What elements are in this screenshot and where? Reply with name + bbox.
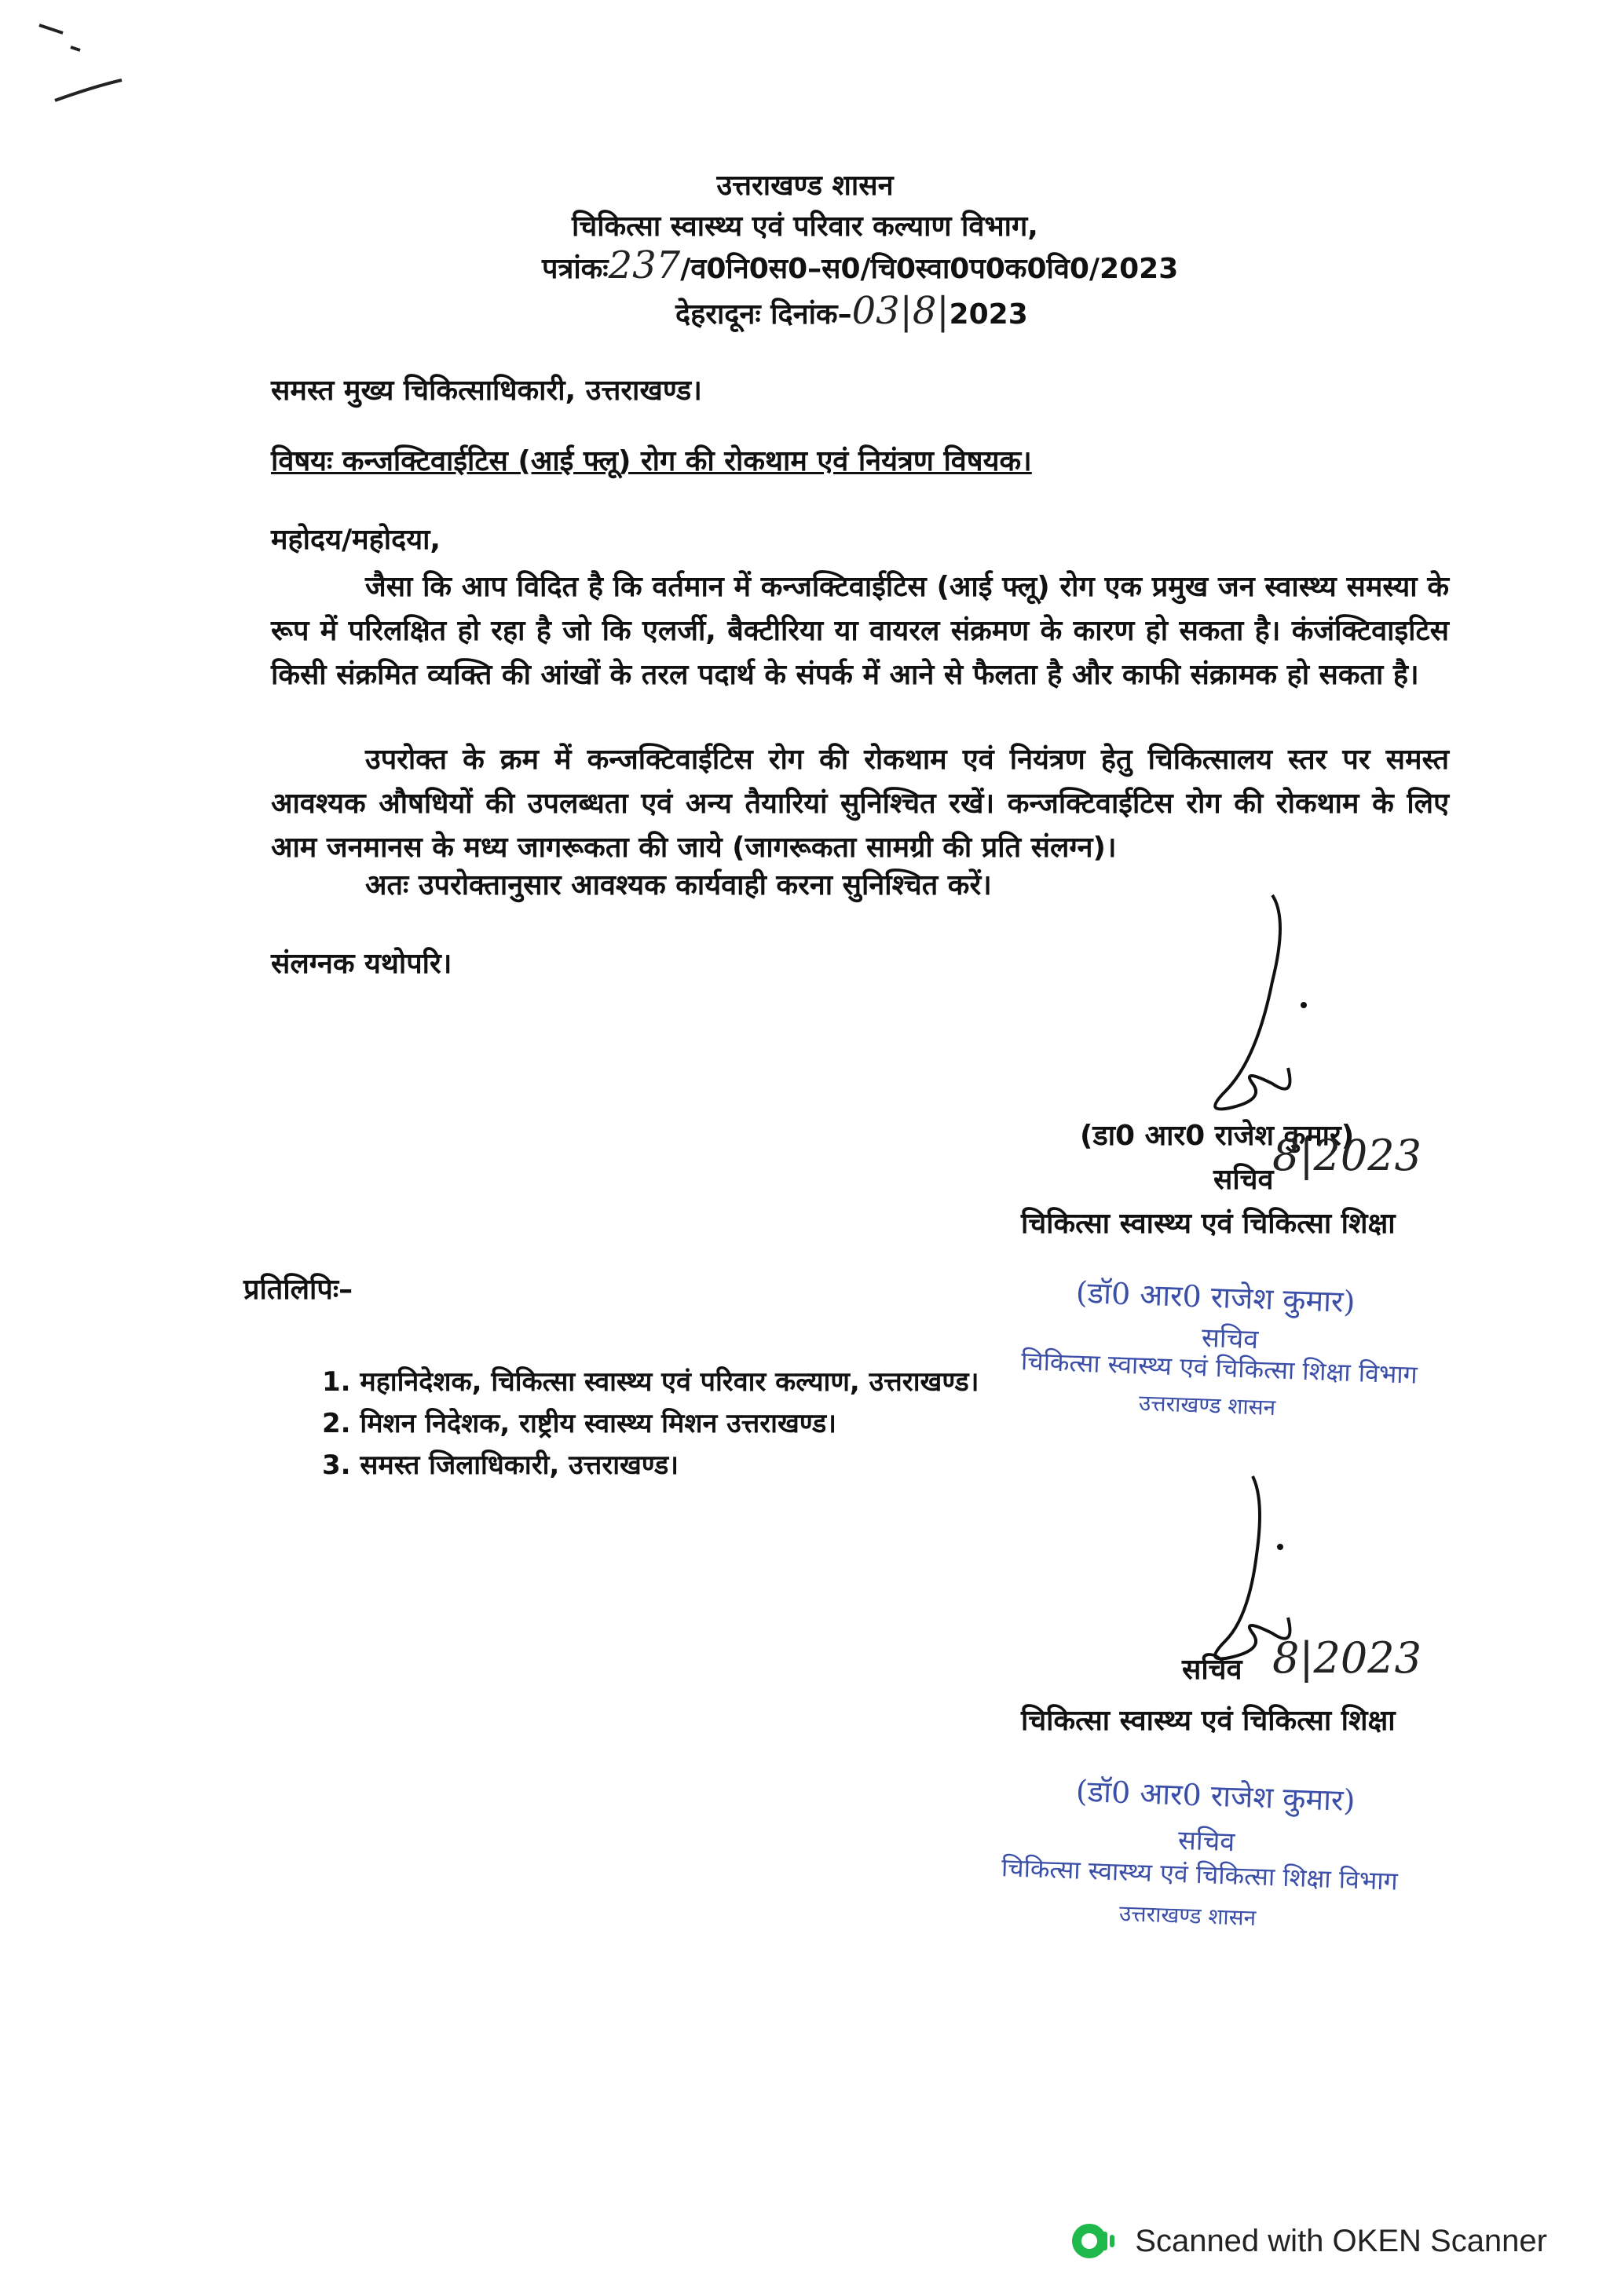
government-heading: उत्तराखण्ड शासन <box>716 170 894 202</box>
reference-number-handwritten: 237 <box>608 243 681 287</box>
stamp-2-name: (डॉ0 आर0 राजेश कुमार) <box>1075 1773 1356 1819</box>
department-heading: चिकित्सा स्वास्थ्य एवं परिवार कल्याण विभाग, <box>572 210 1038 243</box>
signature-1-handwritten-date: 8|2023 <box>1272 1131 1422 1180</box>
signature-1-scribble <box>1178 887 1335 1123</box>
date-year: 2023 <box>949 298 1028 331</box>
salutation: महोदय/महोदया, <box>271 524 441 556</box>
reference-line <box>542 243 1178 287</box>
reference-suffix: /व0नि0स0–स0/चि0स्वा0प0क0वि0/2023 <box>680 253 1179 285</box>
signature-2-handwritten-date: 8|2023 <box>1272 1633 1422 1683</box>
signature-1-department: चिकित्सा स्वास्थ्य एवं चिकित्सा शिक्षा <box>1021 1208 1396 1240</box>
copy-list-item: 2. मिशन निदेशक, राष्ट्रीय स्वास्थ्य मिशन उत्तराखण्ड। <box>322 1408 837 1439</box>
stamp-2-government: उत्तराखण्ड शासन <box>1118 1899 1257 1932</box>
paragraph-3: अतः उपरोक्तानुसार आवश्यक कार्यवाही करना सुनिश्चित करें। <box>365 869 992 901</box>
date-label: देहरादूनः दिनांक– <box>675 298 852 331</box>
stamp-1-designation: सचिव <box>1201 1322 1259 1356</box>
date-handwritten: 03|8| <box>851 289 950 333</box>
corner-pen-mark <box>31 16 141 110</box>
copy-list-item: 1. महानिदेशक, चिकित्सा स्वास्थ्य एवं परिवार कल्याण, उत्तराखण्ड। <box>322 1366 979 1398</box>
stamp-1-government: उत्तराखण्ड शासन <box>1138 1389 1276 1421</box>
signature-1-name: (डा0 आर0 राजेश कुमार) <box>1080 1120 1355 1152</box>
subject-line: विषयः कन्जक्टिवाईटिस (आई फ्लू) रोग की रोकथाम एवं नियंत्रण विषयक। <box>271 445 1032 477</box>
paragraph-2: उपरोक्त के क्रम में कन्जक्टिवाईटिस रोग की रोकथाम एवं नियंत्रण हेतु चिकित्सालय स्तर पर समस्त आवश्यक औषधियों की उपलब्धता एवं अन्य तैयारियां सुनिश्चित रखें। कन्जक्टिवाईटिस रोग की रोकथाम के लिए आम जनमानस के मध्य जागरूकता की जाये (जागरूकता सामग्री की प्रति संलग्न)। <box>271 744 1449 864</box>
stamp-2-department: चिकित्सा स्वास्थ्य एवं चिकित्सा शिक्षा विभाग <box>1001 1852 1399 1896</box>
paragraph-1: जैसा कि आप विदित है कि वर्तमान में कन्जक्टिवाईटिस (आई फ्लू) रोग एक प्रमुख जन स्वास्थ्य समस्या के रूप में परिलक्षित हो रहा है जो कि एलर्जी, बैक्टीरिया या वायरल संक्रमण के कारण हो सकता है। कंजंक्टिवाइटिस किसी संक्रमित व्यक्ति की आंखों के तरल पदार्थ के संपर्क में आने से फैलता है और काफी संक्रामक हो सकता है। <box>271 571 1449 691</box>
stamp-2-designation: सचिव <box>1177 1824 1235 1859</box>
scanner-watermark <box>1067 2221 1547 2261</box>
signature-2-designation: सचिव <box>1182 1654 1242 1686</box>
copy-to-label: प्रतिलिपिः– <box>243 1274 353 1306</box>
copy-list-item: 3. समस्त जिलाधिकारी, उत्तराखण्ड। <box>322 1450 679 1481</box>
oken-scanner-logo-icon <box>1067 2221 1118 2261</box>
signature-2-department: चिकित्सा स्वास्थ्य एवं चिकित्सा शिक्षा <box>1021 1705 1396 1737</box>
stamp-1-department: चिकित्सा स्वास्थ्य एवं चिकित्सा शिक्षा विभाग <box>1020 1346 1418 1390</box>
reference-label: पत्रांकः <box>542 253 609 285</box>
enclosure-note: संलग्नक यथोपरि। <box>271 948 452 980</box>
scanner-watermark-text: Scanned with OKEN Scanner <box>1135 2223 1547 2258</box>
signature-1-designation: सचिव <box>1213 1164 1274 1196</box>
stamp-1-name: (डॉ0 आर0 राजेश कुमार) <box>1075 1274 1356 1320</box>
addressee: समस्त मुख्य चिकित्साधिकारी, उत्तराखण्ड। <box>271 375 702 407</box>
date-line <box>675 289 1028 333</box>
